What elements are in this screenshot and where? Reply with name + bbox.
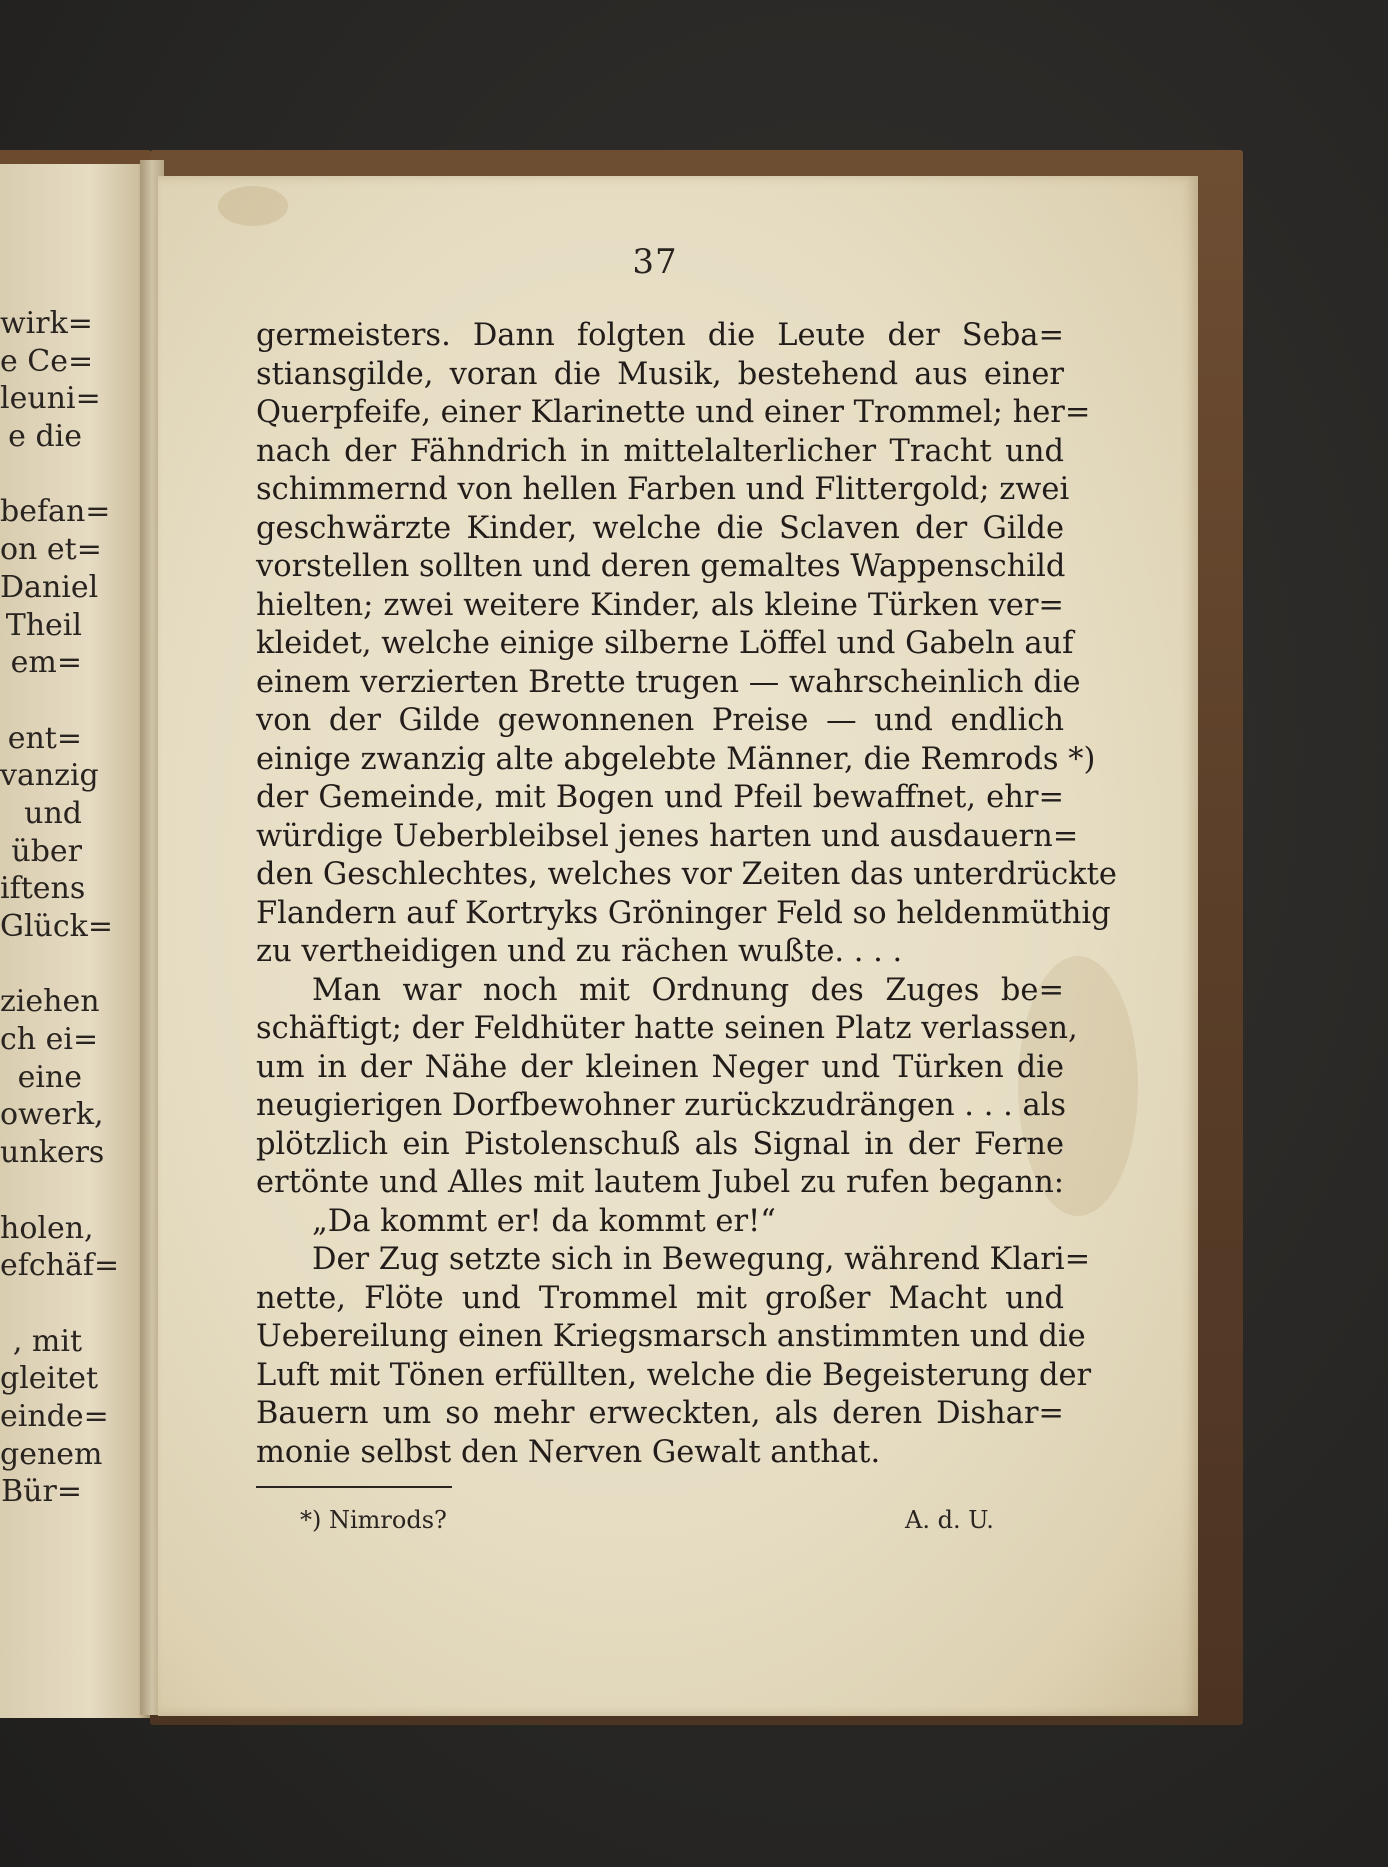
previous-page-line: on et= xyxy=(0,532,102,568)
previous-page-line: Theil xyxy=(5,607,82,643)
text-line: Flandern auf Kortryks Gröninger Feld so heldenmüthig xyxy=(256,895,1111,931)
previous-page-line: genem xyxy=(0,1436,103,1472)
footnote-signature: A. d. U. xyxy=(905,1506,994,1534)
text-line: Man war noch mit Ordnung des Zuges be= xyxy=(312,972,1064,1008)
page-body-text xyxy=(256,317,1117,1472)
text-line: Querpfeife, einer Klarinette und einer Trommel; her= xyxy=(256,395,1091,430)
text-line: „Da kommt er! da kommt er!“ xyxy=(312,1203,776,1239)
text-line: nette, Flöte und Trommel mit großer Macht und xyxy=(256,1280,1064,1316)
previous-page-line: Daniel xyxy=(0,569,99,605)
text-line: Luft mit Tönen erfüllten, welche die Begeisterung der xyxy=(256,1357,1092,1393)
previous-page-line: ch ei= xyxy=(0,1022,99,1058)
previous-page-line: gleitet xyxy=(0,1361,99,1397)
previous-page-line: ent= xyxy=(7,720,82,756)
text-line: von der Gilde gewonnenen Preise — und endlich xyxy=(256,703,1064,738)
previous-page-line: über xyxy=(11,833,82,869)
text-line: kleidet, welche einige silberne Löffel und Gabeln auf xyxy=(256,626,1074,661)
text-line: germeisters. Dann folgten die Leute der Seba= xyxy=(256,318,1064,353)
previous-page-line xyxy=(0,946,82,984)
text-line: nach der Fähndrich in mittelalterlicher Tracht und xyxy=(256,433,1064,469)
text-line: Bauern um so mehr erweckten, als deren Dishar= xyxy=(256,1396,1064,1431)
previous-page-line xyxy=(0,1285,82,1323)
text-line: plötzlich ein Pistolenschuß als Signal in der Ferne xyxy=(256,1126,1064,1162)
text-line: stiansgilde, voran die Musik, bestehend aus einer xyxy=(256,356,1064,392)
previous-page-line: befan= xyxy=(0,494,111,530)
previous-page-line: unkers xyxy=(0,1135,105,1171)
previous-page-line: wirk= xyxy=(0,306,93,341)
previous-page-line: eine xyxy=(17,1059,82,1095)
text-line: vorstellen sollten und deren gemaltes Wappenschild xyxy=(256,549,1066,584)
previous-page-line: owerk, xyxy=(0,1097,104,1133)
cover-edge xyxy=(0,150,150,164)
previous-page-line: , mit xyxy=(12,1323,82,1359)
text-line: den Geschlechtes, welches vor Zeiten das unterdrückte xyxy=(256,857,1117,892)
previous-page-line xyxy=(0,456,82,494)
text-line: hielten; zwei weitere Kinder, als kleine Türken ver= xyxy=(256,587,1064,623)
previous-page-line: e die xyxy=(8,419,82,455)
text-line: neugierigen Dorfbewohner zurückzudrängen . . . als xyxy=(256,1088,1067,1123)
text-line: schäftigt; der Feldhüter hatte seinen Platz verlassen, xyxy=(256,1011,1078,1046)
previous-page-line: leuni= xyxy=(0,381,101,417)
footnote: *) Nimrods? xyxy=(300,1506,447,1534)
previous-page-line: holen, xyxy=(0,1210,94,1246)
previous-page-text xyxy=(0,305,120,1511)
footnote-rule xyxy=(256,1486,452,1488)
previous-page-line: iftens xyxy=(0,871,86,907)
text-line: Der Zug setzte sich in Bewegung, während Klari= xyxy=(312,1242,1091,1277)
text-line: einige zwanzig alte abgelebte Männer, die Remrods *) xyxy=(256,741,1096,777)
previous-page-line: vanzig xyxy=(0,758,99,794)
text-line: geschwärzte Kinder, welche die Sclaven der Gilde xyxy=(256,510,1064,546)
text-line: schimmernd von hellen Farben und Flittergold; zwei xyxy=(256,472,1070,507)
previous-page-line: und xyxy=(24,795,82,831)
previous-page-line: Glück= xyxy=(0,909,113,944)
previous-page-line: efchäf= xyxy=(0,1248,120,1284)
text-line: um in der Nähe der kleinen Neger und Türken die xyxy=(256,1049,1064,1085)
text-line: Uebereilung einen Kriegsmarsch anstimmten und die xyxy=(256,1319,1086,1354)
text-line: einem verzierten Brette trugen — wahrscheinlich die xyxy=(256,664,1081,700)
previous-page-line: e Ce= xyxy=(0,343,94,379)
text-line: ertönte und Alles mit lautem Jubel zu rufen begann: xyxy=(256,1165,1064,1200)
previous-page-line xyxy=(0,682,82,720)
text-line: würdige Ueberbleibsel jenes harten und ausdauern= xyxy=(256,818,1079,854)
text-line: zu vertheidigen und zu rächen wußte. . . . xyxy=(256,934,903,969)
previous-page-line: em= xyxy=(10,645,82,681)
previous-page-line: ziehen xyxy=(0,984,100,1020)
previous-page-line xyxy=(0,1172,82,1210)
previous-page-line: Bür= xyxy=(1,1474,82,1510)
text-line: der Gemeinde, mit Bogen und Pfeil bewaffnet, ehr= xyxy=(256,780,1064,815)
page-number: 37 xyxy=(632,242,678,282)
previous-page-line: einde= xyxy=(0,1398,109,1434)
previous-page-fragment xyxy=(0,150,150,1718)
page-stain xyxy=(218,186,288,226)
text-line: monie selbst den Nerven Gewalt anthat. xyxy=(256,1434,881,1470)
